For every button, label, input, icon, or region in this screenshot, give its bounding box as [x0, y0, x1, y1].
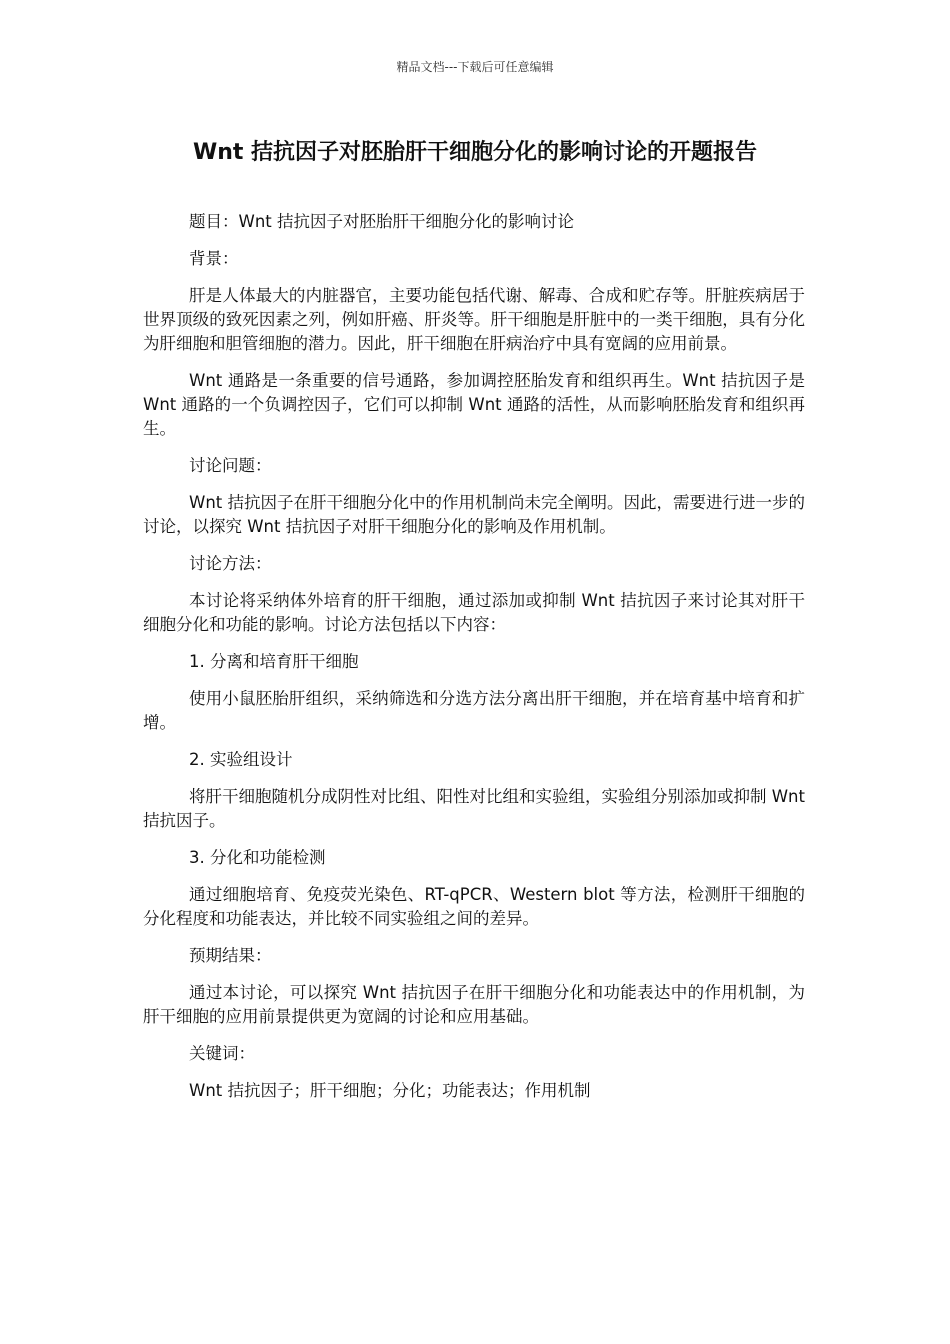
paragraph-methods-intro: 本讨论将采纳体外培育的肝干细胞，通过添加或抑制 Wnt 拮抗因子来讨论其对肝干细胞分化和功能的影响。讨论方法包括以下内容： [143, 591, 805, 634]
paragraph-question: Wnt 拮抗因子在肝干细胞分化中的作用机制尚未完全阐明。因此，需要进行进一步的讨论，以探究 Wnt 拮抗因子对肝干细胞分化的影响及作用机制。 [143, 493, 805, 536]
header-note: 精品文档---下载后可任意编辑 [396, 60, 554, 74]
paragraph-method-1-heading: 1. 分离和培育肝干细胞 [189, 652, 359, 671]
paragraph-background-wnt: Wnt 通路是一条重要的信号通路，参加调控胚胎发育和组织再生。Wnt 拮抗因子是 Wnt 通路的一个负调控因子，它们可以抑制 Wnt 通路的活性，从而影响胚胎发育和组织再生。 [143, 371, 805, 438]
paragraph-method-2-heading: 2. 实验组设计 [189, 750, 293, 769]
paragraph-keywords: Wnt 拮抗因子；肝干细胞；分化；功能表达；作用机制 [189, 1081, 591, 1100]
document-title: Wnt 拮抗因子对胚胎肝干细胞分化的影响讨论的开题报告 [192, 140, 758, 165]
paragraph-topic: 题目：Wnt 拮抗因子对胚胎肝干细胞分化的影响讨论 [189, 212, 574, 231]
paragraph-results: 通过本讨论，可以探究 Wnt 拮抗因子在肝干细胞分化和功能表达中的作用机制，为肝干细胞的应用前景提供更为宽阔的讨论和应用基础。 [143, 983, 805, 1026]
paragraph-background-heading: 背景： [189, 249, 239, 268]
paragraph-method-2: 将肝干细胞随机分成阴性对比组、阳性对比组和实验组，实验组分别添加或抑制 Wnt 拮抗因子。 [143, 787, 805, 830]
paragraph-method-3-heading: 3. 分化和功能检测 [189, 848, 326, 867]
paragraph-keywords-heading: 关键词： [189, 1044, 255, 1063]
paragraph-question-heading: 讨论问题： [189, 456, 272, 475]
paragraph-method-3: 通过细胞培育、免疫荧光染色、RT-qPCR、Western blot 等方法，检测肝干细胞的分化程度和功能表达，并比较不同实验组之间的差异。 [143, 885, 805, 928]
paragraph-results-heading: 预期结果： [189, 946, 272, 965]
paragraph-method-1: 使用小鼠胚胎肝组织，采纳筛选和分选方法分离出肝干细胞，并在培育基中培育和扩增。 [143, 689, 805, 732]
paragraph-background-liver: 肝是人体最大的内脏器官，主要功能包括代谢、解毒、合成和贮存等。肝脏疾病居于世界顶级的致死因素之列，例如肝癌、肝炎等。肝干细胞是肝脏中的一类干细胞，具有分化为肝细胞和胆管细胞的潜力。因此，肝干细胞在肝病治疗中具有宽阔的应用前景。 [143, 286, 805, 353]
document-body [143, 210, 805, 1116]
paragraph-methods-heading: 讨论方法： [189, 554, 272, 573]
